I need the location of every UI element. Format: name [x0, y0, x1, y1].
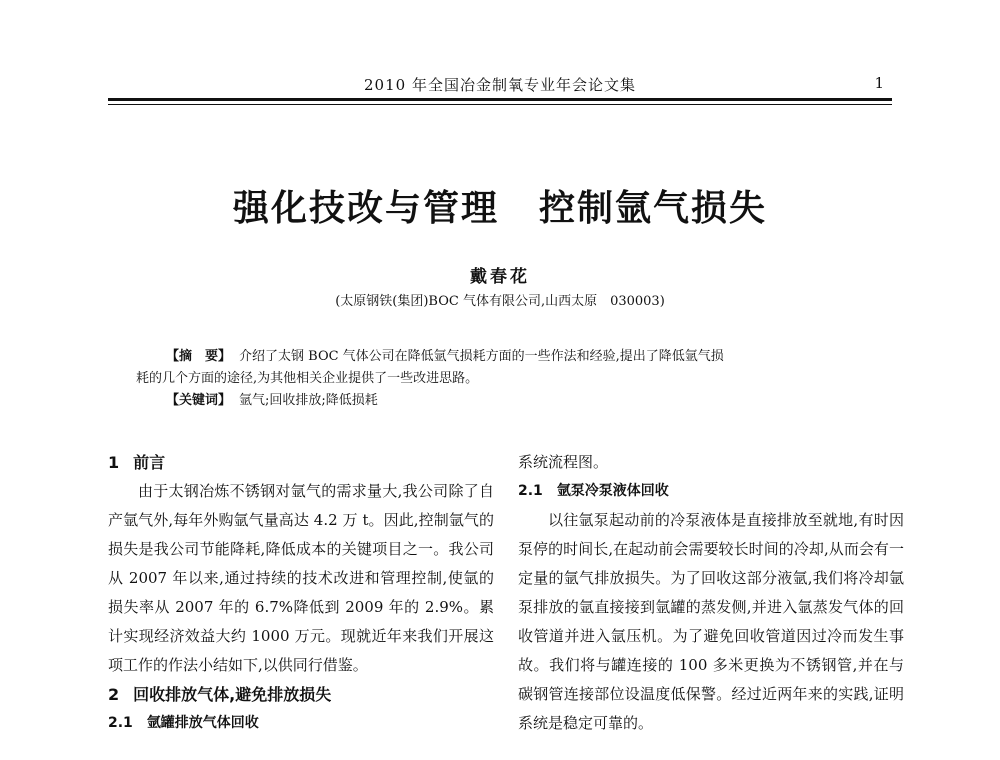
author-affiliation: (太原钢铁(集团)BOC 气体有限公司,山西太原 030003): [335, 294, 665, 309]
page-number: 1: [874, 74, 884, 92]
paper-title: [0, 180, 1000, 231]
subsection-2-1-heading-left: [108, 709, 494, 738]
abstract-line1: [136, 346, 864, 368]
keywords-text: 氩气;回收排放;降低损耗: [239, 393, 378, 408]
section-2-number: 2: [108, 685, 120, 704]
subsection-2-1-paragraph: 以往氩泵起动前的冷泵液体是直接排放至就地,有时因泵停的时间长,在起动前会需要较长时间的冷却,从而会有一定量的氩气排放损失。为了回收这部分液氩,我们将冷却氩泵排放的氩直接接到氩罐的蒸发侧,并进入氩蒸发气体的回收管道并进入氩压机。为了避免回收管道因过冷而发生事故。我们将与罐连接的 100 多米更换为不锈钢管,并在与碳钢管连接部位设温度低保警。经过近两年来的实践,证明系统是稳定可靠的。: [518, 511, 904, 732]
paper-title-part1: 强化技改与管理: [232, 187, 499, 229]
abstract: [136, 346, 864, 412]
header-rule-thick: [108, 98, 892, 101]
running-header: [108, 74, 892, 96]
running-header-title: 2010 年全国冶金制氧专业年会论文集: [364, 76, 636, 94]
abstract-text-line1: 介绍了太钢 BOC 气体公司在降低氩气损耗方面的一些作法和经验,提出了降低氩气损: [239, 349, 724, 364]
left-column: [108, 448, 494, 738]
header-rule-thin: [108, 104, 892, 105]
abstract-line2: 耗的几个方面的途径,为其他相关企业提供了一些改进思路。: [136, 371, 479, 386]
subsection-2-1-title-right: 氩泵冷泵液体回收: [556, 483, 669, 499]
subsection-2-1-title-left: 氩罐排放气体回收: [146, 715, 259, 731]
subsection-2-1-number-left: 2.1: [108, 715, 133, 731]
author-name: 戴春花: [470, 267, 530, 287]
subsection-2-1-heading-right: [518, 477, 904, 506]
section-2-title: 回收排放气体,避免排放损失: [133, 685, 332, 704]
abstract-label: 【摘 要】: [166, 349, 232, 364]
carry-over-text: 系统流程图。: [518, 453, 609, 471]
section-1-title: 前言: [133, 453, 166, 472]
section-1-heading: [108, 448, 494, 477]
right-column: [518, 448, 904, 738]
paper-title-part2: 控制氩气损失: [539, 187, 768, 229]
section-1-number: 1: [108, 453, 120, 472]
keywords-line: [136, 390, 864, 412]
keywords-label: 【关键词】: [166, 393, 232, 408]
section-1-paragraph: 由于太钢冶炼不锈钢对氩气的需求量大,我公司除了自产氩气外,每年外购氩气量高达 4.2 万 t。因此,控制氩气的损失是我公司节能降耗,降低成本的关键项目之一。我公司从 2007 年以来,通过持续的技术改进和管理控制,使氩的损失率从 2007 年的 6.7%降低到 2009 年的 2.9%。累计实现经济效益大约 1000 万元。现就近年来我们开展这项工作的作法小结如下,以供同行借鉴。: [108, 482, 494, 674]
subsection-2-1-number-right: 2.1: [518, 483, 543, 499]
section-2-heading: [108, 680, 494, 709]
